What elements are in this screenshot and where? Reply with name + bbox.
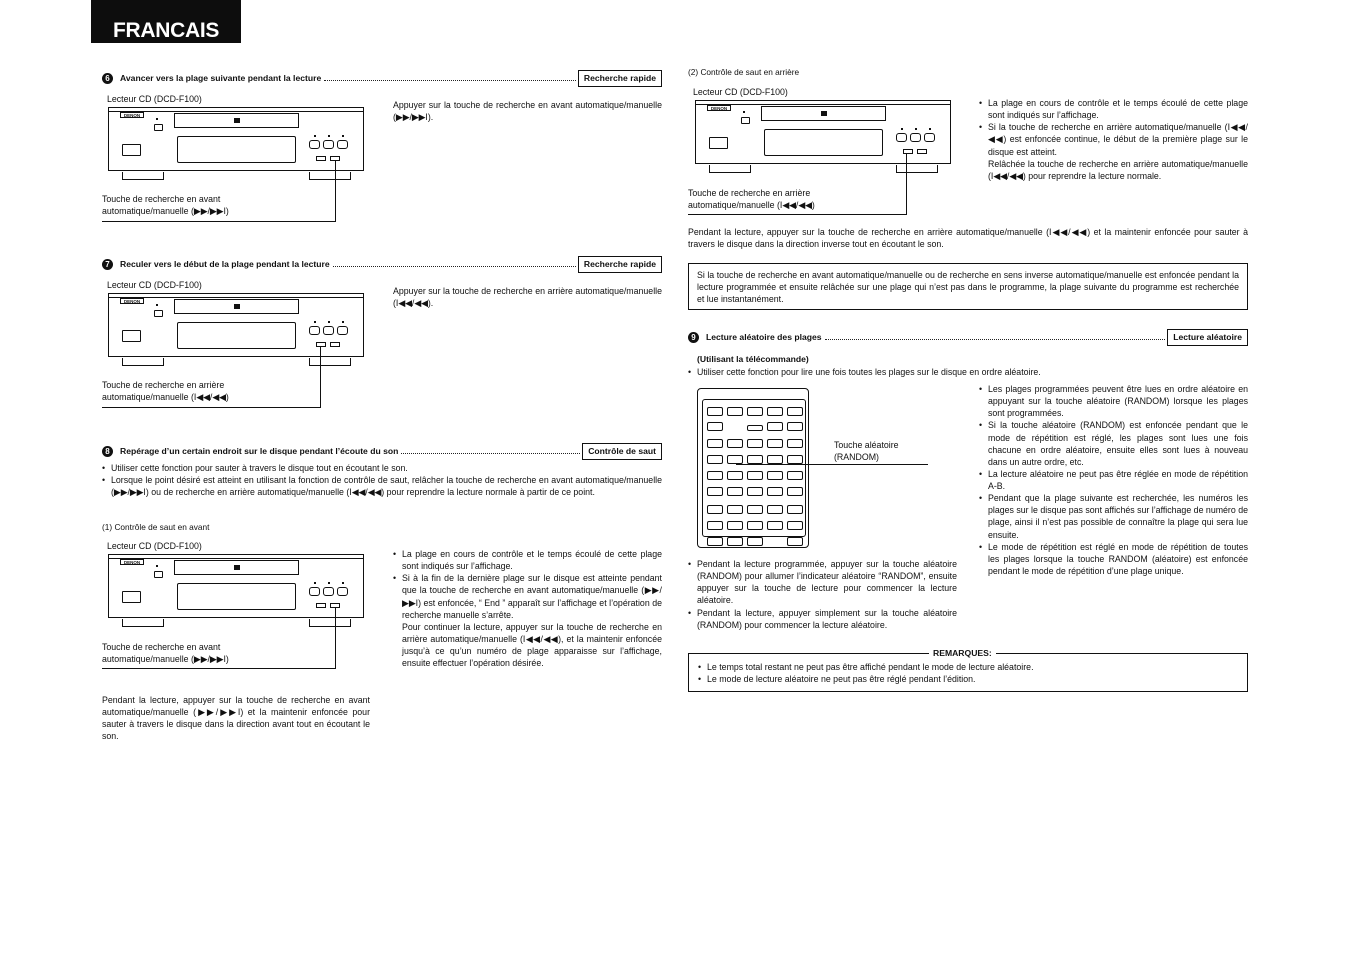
list-item: • Si à la fin de la dernière plage sur le disque est atteinte pendant que la touche de recherche en avant automatique/manuelle (▶▶/▶▶I) est enfoncée, “ End ” apparaît sur l’affichage et l’opération de recherche manuelle s’arrête. (393, 572, 662, 621)
note-box: Si la touche de recherche en avant automatique/manuelle ou de recherche en sens inverse automatique/manuelle est enfoncée pendant la lecture programmée et ensuite relâchée sur une plage qui n’est pas dans le programme, la plage suivante du programme est recherchée et lue instantanément. (688, 263, 1248, 310)
section-tag: Recherche rapide (578, 70, 662, 88)
list-item: • Utiliser cette fonction pour sauter à travers le disque tout en écoutant le son. (102, 462, 662, 474)
remote-control-illustration (697, 388, 809, 548)
list-item: • Le mode de lecture aléatoire ne peut pas être réglé pendant l’édition. (698, 673, 1238, 685)
dot-leader (825, 332, 1166, 340)
cd-player-illustration (695, 100, 951, 176)
section-6-description: Appuyer sur la touche de recherche en avant automatique/manuelle (▶▶/▶▶I). (393, 100, 662, 123)
dot-leader (401, 446, 580, 454)
brand-logo: DENON (707, 105, 731, 111)
section-number: 6 (102, 73, 113, 84)
brand-logo: DENON (120, 559, 144, 565)
list-item: • Les plages programmées peuvent être lues en ordre aléatoire en appuyant sur la touche aléatoire (RANDOM) lorsque les plages sont programmées. (979, 383, 1248, 419)
list-item: • Lorsque le point désiré est atteint en utilisant la fonction de contrôle de saut, relâcher la touche de recherche en avant automatique/manuelle (▶▶/▶▶I) ou de recherche en arrière automatique/manuelle (I◀◀/◀◀) pour reprendre la lecture normale à partir de ce point. (102, 474, 662, 498)
section-7-description: Appuyer sur la touche de recherche en arrière automatique/manuelle (I◀◀/◀◀). (393, 286, 662, 309)
list-item: • Le mode de répétition est réglé en mode de répétition de toutes les plages lorsque la touche RANDOM (aléatoire) est enfoncée pendant le mode de répétition d’une plage unique. (979, 541, 1248, 577)
section-title: Avancer vers la plage suivante pendant la lecture (120, 72, 322, 83)
list-item: • Le temps total restant ne peut pas être affiché pendant le mode de lecture aléatoire. (698, 661, 1238, 673)
section-8-bottom-text: Pendant la lecture, appuyer sur la touche de recherche en avant automatique/manuelle (▶▶/▶▶I) et la maintenir enfoncée pour sauter à travers le disque dans la direction avant tout en écoutant le son. (102, 695, 370, 742)
subsection-title: (2) Contrôle de saut en arrière (688, 67, 800, 77)
section-tag: Contrôle de saut (582, 443, 662, 461)
section-tag: Lecture aléatoire (1167, 329, 1248, 347)
section-9-intro (688, 366, 1248, 378)
brand-logo: DENON (120, 298, 144, 304)
section-6-heading (102, 70, 662, 87)
section-7-heading (102, 256, 662, 273)
dot-leader (333, 259, 576, 267)
callout-label: Touche de recherche en avant automatique/manuelle (▶▶/▶▶I) (102, 194, 229, 217)
device-label: Lecteur CD (DCD-F100) (107, 541, 202, 551)
section-8-bullets (102, 462, 662, 498)
section-9-subtitle: (Utilisant la télécommande) (697, 354, 809, 364)
callout-label: Touche de recherche en avant automatique/manuelle (▶▶/▶▶I) (102, 642, 229, 665)
remarks-box (688, 648, 1248, 692)
callout-label: Touche de recherche en arrière automatique/manuelle (I◀◀/◀◀) (102, 380, 229, 403)
section-8b-right-text (979, 97, 1248, 182)
cd-player-illustration (108, 107, 364, 183)
section-tag: Recherche rapide (578, 256, 662, 274)
section-9-right-bullets (979, 383, 1248, 577)
device-label: Lecteur CD (DCD-F100) (693, 87, 788, 97)
list-item: • La plage en cours de contrôle et le temps écoulé de cette plage sont indiqués sur l’affichage. (979, 97, 1248, 121)
list-item: • Si la touche aléatoire (RANDOM) est enfoncée pendant que le mode de répétition est réglé, les plages sont lues une fois chacune en ordre aléatoire, ensuite elles sont lues à nouveau dans un autre ordre, etc. (979, 419, 1248, 468)
brand-logo: DENON (120, 112, 144, 118)
callout-label: Touche de recherche en arrière automatique/manuelle (I◀◀/◀◀) (688, 188, 815, 211)
list-item: • Pendant que la plage suivante est recherchée, les numéros les plages sur le disque pas sont affichés sur l’affichage de numéro de plage, ainsi il n’est pas possible de connaître la plage qui sera lue ensuite. (979, 492, 1248, 541)
list-item: • Pendant la lecture, appuyer simplement sur la touche aléatoire (RANDOM) pour commencer la lecture aléatoire. (688, 607, 957, 631)
section-title: Reculer vers le début de la plage pendant la lecture (120, 258, 330, 269)
section-number: 9 (688, 332, 699, 343)
section-8-right-text (393, 548, 662, 669)
section-8-heading (102, 443, 662, 460)
device-label: Lecteur CD (DCD-F100) (107, 94, 202, 104)
subsection-title: (1) Contrôle de saut en avant (102, 522, 210, 532)
device-label: Lecteur CD (DCD-F100) (107, 280, 202, 290)
cd-player-illustration (108, 554, 364, 630)
section-title: Repérage d’un certain endroit sur le disque pendant l’écoute du son (120, 445, 399, 456)
list-item: • La lecture aléatoire ne peut pas être réglée en mode de répétition A-B. (979, 468, 1248, 492)
cd-player-illustration (108, 293, 364, 369)
section-9-left-bullets (688, 558, 957, 631)
section-number: 7 (102, 259, 113, 270)
list-item: • Si la touche de recherche en arrière automatique/manuelle (I◀◀/◀◀) est enfoncée continue, le début de la première plage sur le disque est atteint. (979, 121, 1248, 157)
list-item: • La plage en cours de contrôle et le temps écoulé de cette plage sont indiqués sur l’affichage. (393, 548, 662, 572)
callout-label: Touche aléatoire (RANDOM) (834, 440, 899, 463)
remarks-title: REMARQUES: (929, 648, 996, 660)
section-8b-bottom-text: Pendant la lecture, appuyer sur la touche de recherche en arrière automatique/manuelle (I◀◀/◀◀) et la maintenir enfoncée pour sauter à travers le disque dans la direction inverse tout en écoutant le son. (688, 227, 1248, 250)
list-item: • Pendant la lecture programmée, appuyer sur la touche aléatoire (RANDOM) pour allumer l’indicateur aléatoire “RANDOM”, ensuite appuyer sur la touche de lecture pour commencer la lecture aléatoire. (688, 558, 957, 607)
section-9-heading (688, 329, 1248, 346)
list-item: • Utiliser cette fonction pour lire une fois toutes les plages sur le disque en ordre aléatoire. (688, 366, 1248, 378)
paragraph: Pour continuer la lecture, appuyer sur la touche de recherche en arrière automatique/manuelle (I◀◀/◀◀), et la maintenir enfoncée jusqu’à ce qu’un numéro de plage apparaisse sur l’affichage, ensuite effectuer l’opération désirée. (402, 621, 662, 669)
section-title: Lecture aléatoire des plages (706, 331, 822, 342)
section-number: 8 (102, 446, 113, 457)
paragraph: Relâchée la touche de recherche en arrière automatique/manuelle (I◀◀/◀◀) pour reprendre la lecture normale. (988, 158, 1248, 181)
language-tab: FRANCAIS (91, 0, 241, 43)
dot-leader (324, 73, 576, 81)
